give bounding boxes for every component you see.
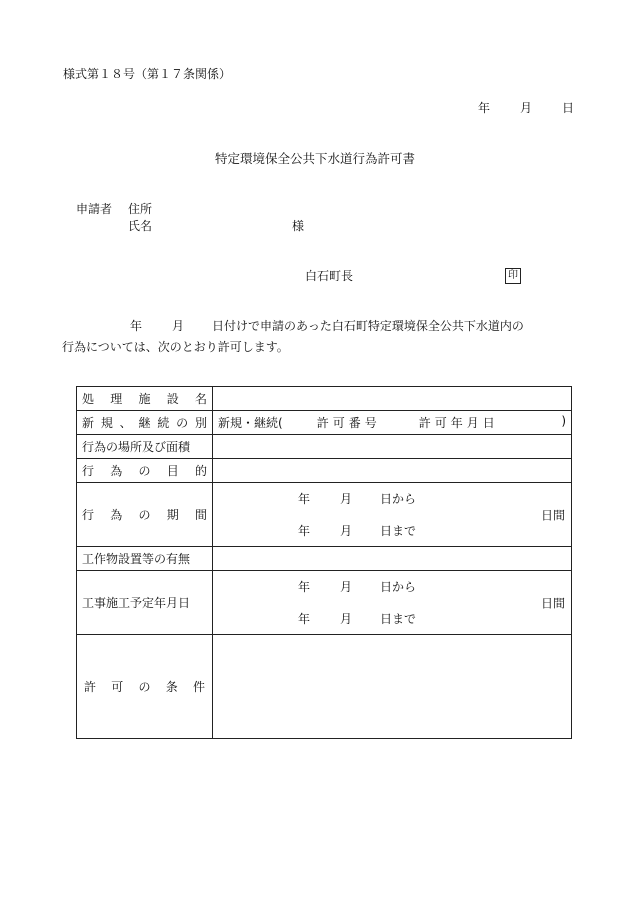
label-purpose bbox=[77, 459, 213, 483]
value-conditions[interactable] bbox=[213, 635, 572, 739]
new-renew-suffix: ) bbox=[561, 414, 566, 428]
label-char: 続 bbox=[157, 416, 170, 430]
construction-until: 年 月 日まで bbox=[298, 612, 417, 626]
label-char: 行 bbox=[82, 464, 95, 478]
value-construction-date[interactable] bbox=[213, 571, 572, 635]
seal-mark: 印 bbox=[505, 268, 521, 284]
new-renew-prefix: 新規・継続( bbox=[218, 416, 283, 430]
label-structure: 工作物設置等の有無 bbox=[77, 547, 213, 571]
construction-days: 日間 bbox=[540, 596, 565, 610]
body-text-line2: 行為については、次のとおり許可します。 bbox=[62, 340, 289, 354]
row-purpose bbox=[77, 459, 572, 483]
applicant-label: 申請者 bbox=[76, 202, 113, 216]
label-char: 可 bbox=[111, 680, 124, 694]
label-char: の bbox=[138, 508, 151, 522]
row-facility-name bbox=[77, 387, 572, 411]
document-title: 特定環境保全公共下水道行為許可書 bbox=[214, 151, 415, 166]
issue-date-day: 日 bbox=[562, 101, 575, 115]
label-location-area: 行為の場所及び面積 bbox=[77, 435, 213, 459]
row-period bbox=[77, 483, 572, 547]
label-char: 理 bbox=[110, 392, 123, 406]
label-char: 継 bbox=[138, 416, 151, 430]
label-char: の bbox=[138, 464, 151, 478]
label-char: 目 bbox=[166, 464, 179, 478]
row-conditions bbox=[77, 635, 572, 739]
body-rest: 日付けで申請のあった白石町特定環境保全公共下水道内の bbox=[212, 319, 524, 333]
value-facility-name[interactable] bbox=[213, 387, 572, 411]
body-year: 年 bbox=[130, 319, 143, 333]
row-structure bbox=[77, 547, 572, 571]
label-char: 施 bbox=[138, 392, 151, 406]
issue-date bbox=[478, 102, 574, 114]
label-char: 行 bbox=[82, 508, 95, 522]
label-char: の bbox=[138, 680, 151, 694]
body-text-line1 bbox=[130, 320, 524, 332]
label-construction-date: 工事施工予定年月日 bbox=[77, 571, 213, 635]
label-char: 規 bbox=[100, 416, 113, 430]
form-number: 様式第１８号（第１７条関係） bbox=[63, 67, 232, 81]
label-char: 件 bbox=[192, 680, 205, 694]
label-conditions bbox=[77, 635, 213, 739]
label-char: 為 bbox=[110, 508, 123, 522]
row-construction-date bbox=[77, 571, 572, 635]
row-new-renew bbox=[77, 411, 572, 435]
honorific: 様 bbox=[292, 219, 305, 233]
issuer-name: 白石町長 bbox=[305, 269, 354, 283]
body-month: 月 bbox=[172, 319, 185, 333]
permit-number-label: 許可番号 bbox=[316, 416, 381, 430]
label-char: の bbox=[176, 416, 189, 430]
label-char: 新 bbox=[82, 416, 95, 430]
label-char: 設 bbox=[166, 392, 179, 406]
row-location-area bbox=[77, 435, 572, 459]
permit-date-label: 許可年月日 bbox=[418, 416, 499, 430]
label-facility-name bbox=[77, 387, 213, 411]
label-char: 、 bbox=[119, 416, 132, 430]
label-period bbox=[77, 483, 213, 547]
label-char: 間 bbox=[194, 508, 207, 522]
label-char: 条 bbox=[165, 680, 178, 694]
label-char: 処 bbox=[82, 392, 95, 406]
period-from: 年 月 日から bbox=[298, 492, 417, 506]
period-days: 日間 bbox=[540, 508, 565, 522]
value-location-area[interactable] bbox=[213, 435, 572, 459]
issue-date-month: 月 bbox=[520, 101, 533, 115]
name-label: 氏名 bbox=[128, 219, 153, 233]
value-period[interactable] bbox=[213, 483, 572, 547]
period-until: 年 月 日まで bbox=[298, 524, 417, 538]
label-new-renew bbox=[77, 411, 213, 435]
address-label: 住所 bbox=[128, 202, 153, 216]
permit-table bbox=[76, 386, 572, 739]
value-new-renew[interactable] bbox=[213, 411, 572, 435]
label-char: 期 bbox=[166, 508, 179, 522]
value-structure[interactable] bbox=[213, 547, 572, 571]
label-char: 許 bbox=[84, 680, 97, 694]
construction-from: 年 月 日から bbox=[298, 580, 417, 594]
issue-date-year: 年 bbox=[478, 101, 491, 115]
label-char: 別 bbox=[194, 416, 207, 430]
label-char: 為 bbox=[110, 464, 123, 478]
label-char: 名 bbox=[194, 392, 207, 406]
value-purpose[interactable] bbox=[213, 459, 572, 483]
label-char: 的 bbox=[194, 464, 207, 478]
